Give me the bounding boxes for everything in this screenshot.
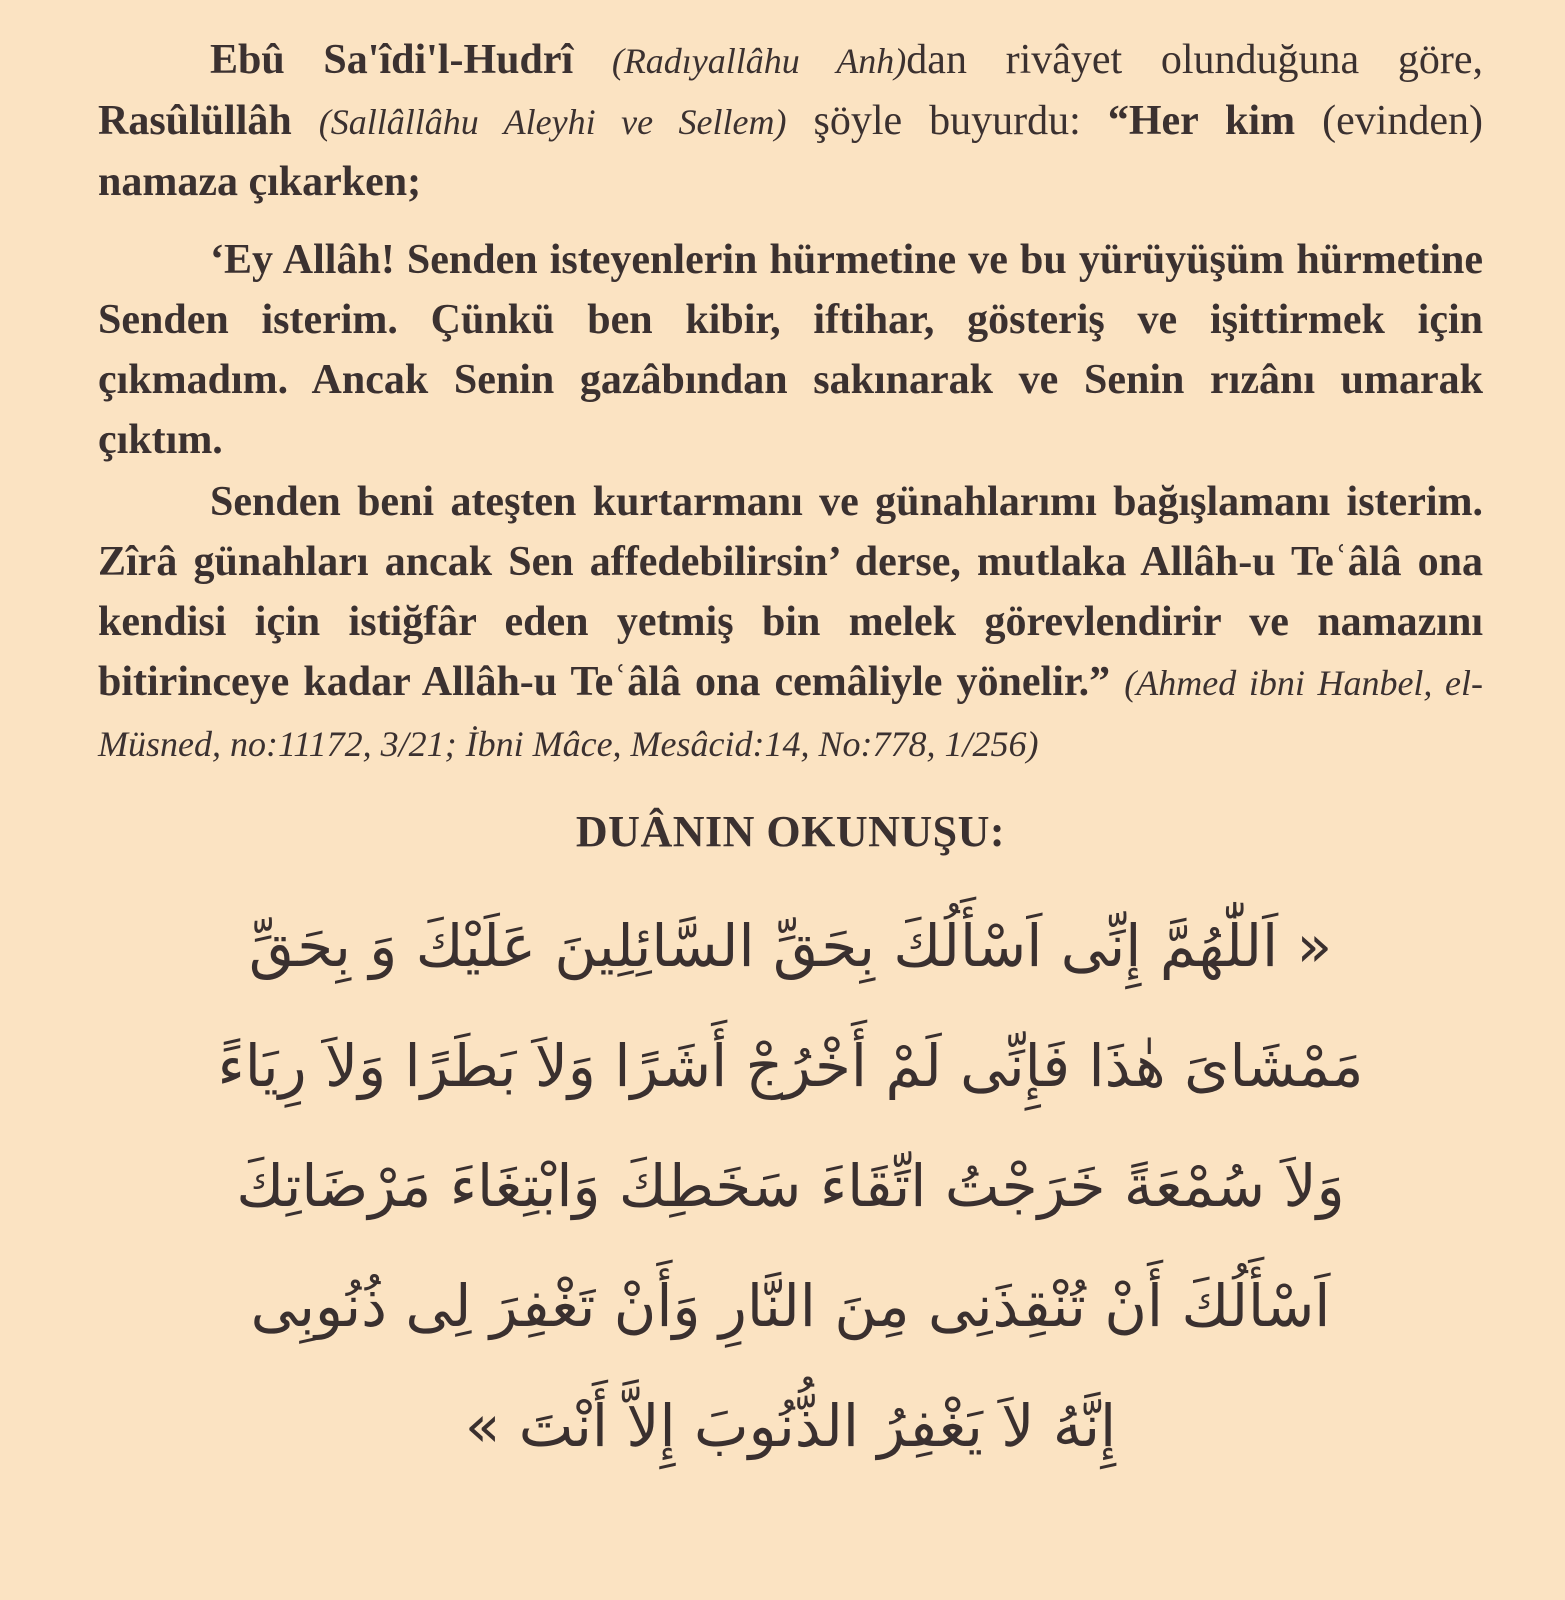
- narrator-honorific: (Radıyallâhu Anh): [611, 41, 907, 81]
- prophet-name: Rasûlüllâh: [98, 98, 292, 144]
- arabic-line: إِنَّهُ لاَ يَغْفِرُ الذُّنُوبَ إِلاَّ أَنْتَ »: [464, 1392, 1117, 1460]
- intro-text: dan rivâyet olunduğuna göre,: [906, 37, 1483, 83]
- quote-start-2: namaza çıkarken;: [98, 159, 422, 205]
- section-heading: DUÂNIN OKUNUŞU:: [575, 807, 1006, 856]
- arabic-line: وَلاَ سُمْعَةً خَرَجْتُ اتِّقَاءَ سَخَطِكَ وَابْتِغَاءَ مَرْضَاتِكَ: [236, 1152, 1345, 1220]
- arabic-line: اَسْأَلُكَ أَنْ تُنْقِذَنِى مِنَ النَّارِ وَأَنْ تَغْفِرَ لِى ذُنُوبِى: [250, 1272, 1331, 1340]
- quote-start: “Her kim: [1107, 98, 1296, 144]
- prayer-paragraph-1: ‘Ey Allâh! Senden isteyenlerin hürmetine ve bu yürüyüşüm hürmetine Senden isterim. Çünkü ben kibir, iftihar, gösteriş ve işittirmek için çıkmadım. Ancak Senin gazâbından sakınarak ve Senin rızânı umarak çıktım.: [98, 237, 1483, 463]
- hadith-intro-paragraph: [98, 30, 1483, 212]
- arabic-prayer: [98, 886, 1483, 1486]
- narrator-name: Ebû Sa'îdi'l-Hudrî: [210, 37, 574, 83]
- intro-text-3: (evinden): [1295, 98, 1484, 144]
- arabic-line: مَمْشَاىَ هٰذَا فَإِنِّى لَمْ أَخْرُجْ أَشَرًا وَلاَ بَطَرًا وَلاَ رِيَاءً: [217, 1032, 1364, 1100]
- intro-text-2: şöyle buyurdu:: [786, 98, 1108, 144]
- prayer-text-2: Senden beni ateşten kurtarmanı ve günahlarımı bağışlamanı isterim. Zîrâ günahları ancak Sen affedebilirsin’ derse, mutlaka Allâh-u Teʿâlâ ona kendisi için istiğfâr eden yetmiş bin melek görevlendirir ve namazını bitirinceye kadar Allâh-u Teʿâlâ ona cemâliyle yönelir.”: [98, 479, 1483, 705]
- prayer-paragraph-2: [98, 472, 1483, 774]
- prophet-honorific: (Sallâllâhu Aleyhi ve Sellem): [318, 102, 787, 142]
- arabic-line: « اَللّٰهُمَّ إِنِّى اَسْأَلُكَ بِحَقِّ السَّائِلِينَ عَلَيْكَ وَ بِحَقِّ: [248, 912, 1333, 980]
- citation: (Ahmed ibni Hanbel, el-Müsned, no:11172, 3/21; İbni Mâce, Mesâcid:14, No:778, 1/256): [98, 663, 1484, 764]
